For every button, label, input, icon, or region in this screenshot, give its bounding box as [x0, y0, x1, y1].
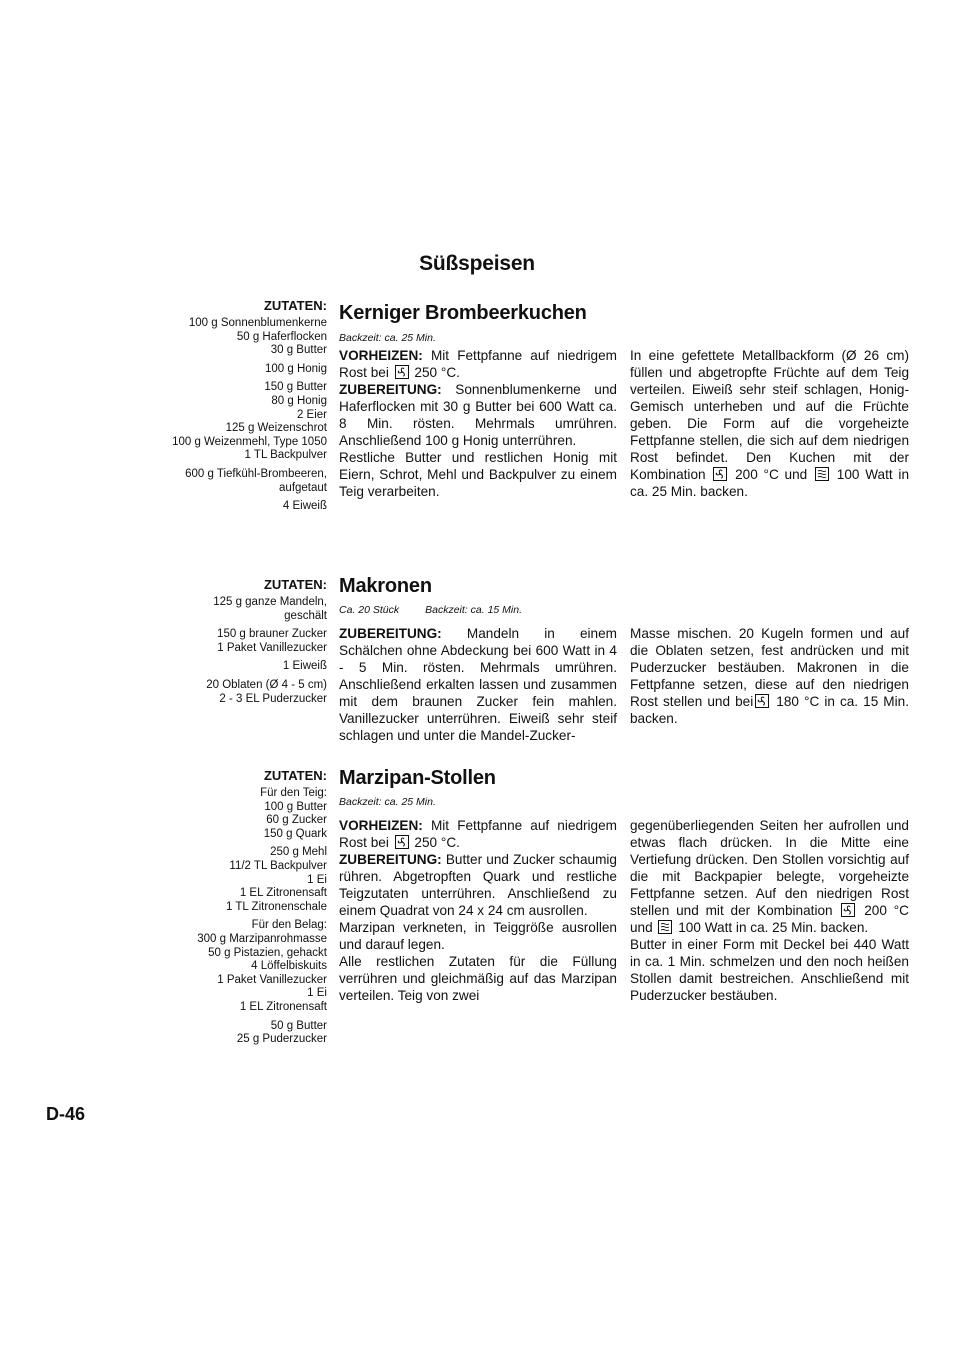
step-label: ZUBEREITUNG: [339, 626, 442, 641]
step-text: gegenüberliegenden Seiten her aufrollen und etwas flach drücken. In die Mitte eine Vertiefung drücken. Den Stollen vorsichtig auf die mit Backpapier belegte, vorgeheizte Fettpfanne setzen. Auf den niedrigen Rost stellen und mit der Kombination [630, 818, 909, 918]
instruction-paragraph [630, 347, 909, 500]
ingredient-item: 2 Eier [296, 408, 327, 421]
step-text: Sonnenblumenkerne und Haferflocken mit 30 g Butter bei 600 Watt ca. 8 Min. rösten. Mehrmals umrühren. Anschließend 100 g Honig unterrühren. [339, 382, 617, 448]
ingredients-list [130, 298, 327, 519]
recipe-meta [339, 332, 436, 344]
temperature-text: 250 °C. [410, 835, 460, 850]
ingredient-item: 30 g Butter [270, 344, 327, 357]
ingredient-item: 1 EL Zitronensaft [239, 1000, 327, 1013]
recipe-text-column-2 [630, 625, 909, 727]
ingredient-item: 150 g brauner Zucker [217, 628, 327, 641]
step-text: Masse mischen. 20 Kugeln formen und auf die Oblaten setzen, fest andrücken und mit Puderzucker bestäuben. Makronen in die Fettpfanne setzen, diese auf den niedrigen Rost stellen und bei [630, 626, 909, 709]
instruction-paragraph [339, 347, 617, 449]
step-text: Mandeln in einem Schälchen ohne Abdeckung bei 600 Watt in 4 - 5 Min. rösten. Mehrmals umrühren. Anschließend erkalten lassen und zusammen mit dem braunen Zucker fein mahlen. Vanillezucker unterrühren. Eiweiß sehr steif schlagen und unter die Mandel-Zucker- [339, 626, 617, 743]
ingredient-group [130, 596, 327, 623]
microwave-wave-icon [658, 920, 672, 934]
convection-fan-icon [841, 903, 855, 917]
ingredient-item: 20 Oblaten (Ø 4 - 5 cm) [206, 678, 327, 691]
ingredient-item: 80 g Honig [271, 394, 327, 407]
convection-fan-icon [755, 694, 769, 708]
ingredient-item: 1 EL Zitronensaft [239, 887, 327, 900]
instruction-paragraph [630, 817, 909, 936]
recipe-meta [339, 604, 522, 616]
ingredient-group [130, 846, 327, 914]
recipe-text-column-2 [630, 817, 909, 1004]
ingredient-group [130, 1020, 327, 1047]
ingredient-item: 11/2 TL Backpulver [229, 859, 327, 872]
instruction-paragraph: Marzipan verkneten, in Teiggröße ausrollen und darauf legen. [339, 920, 617, 952]
ingredient-item: 25 g Puderzucker [236, 1033, 327, 1046]
recipe-text-column-1 [339, 347, 617, 500]
bake-time: Backzeit: ca. 15 Min. [425, 604, 522, 616]
ingredient-group [130, 919, 327, 1014]
ingredient-item: 125 g Weizenschrot [225, 422, 327, 435]
ingredient-subheading: Für den Belag: [251, 919, 327, 932]
step-text: Mit Fettpfanne auf niedrigem Rost bei [339, 818, 617, 850]
ingredient-item: 600 g Tiefkühl-Brombeeren, [185, 467, 327, 480]
ingredient-item: 1 TL Backpulver [244, 449, 327, 462]
step-label: VORHEIZEN: [339, 348, 423, 363]
ingredients-list [130, 577, 327, 711]
recipe-text-column-1 [339, 817, 617, 1004]
ingredient-group [130, 317, 327, 358]
instruction-paragraph [630, 625, 909, 727]
ingredient-item: 250 g Mehl [270, 846, 327, 859]
step-label: ZUBEREITUNG: [339, 382, 442, 397]
ingredients-label: ZUTATEN: [263, 768, 327, 783]
ingredient-item: 1 TL Zitronenschale [225, 900, 327, 913]
ingredient-item: 50 g Haferflocken [236, 330, 327, 343]
step-text: 180 °C in ca. 15 Min. backen. [630, 694, 909, 726]
page-number: D-46 [46, 1104, 86, 1124]
step-text: 100 Watt in ca. 25 Min. backen. [630, 467, 909, 499]
ingredient-group [130, 468, 327, 495]
ingredient-item: 4 Löffelbiskuits [251, 960, 327, 973]
recipe-title: Kerniger Brombeerkuchen [339, 302, 587, 324]
ingredient-item: 1 Ei [307, 873, 327, 886]
microwave-wave-icon [815, 467, 829, 481]
page-title: Süßspeisen [419, 252, 535, 275]
instruction-paragraph: Restliche Butter und restlichen Honig mit Eiern, Schrot, Mehl und Backpulver zu einem Teig verarbeiten. [339, 450, 617, 499]
convection-fan-icon [395, 365, 409, 379]
step-text: 100 Watt in ca. 25 Min. backen. [674, 920, 869, 935]
recipe-text-column-1 [339, 625, 617, 744]
step-text: In eine gefettete Metallbackform (Ø 26 cm) füllen und abgetropfte Früchte auf dem Teig verteilen. Eiweiß sehr steif schlagen, Honig-Gemisch unterheben und auf die Früchte geben. Die Form auf die vorgeheizte Fettpfanne stellen, die sich auf dem niedrigen Rost befindet. Den Kuchen mit der Kombination [630, 348, 909, 482]
ingredient-item: aufgetaut [279, 481, 327, 494]
ingredient-item: 4 Eiweiß [282, 500, 327, 513]
ingredient-item: geschält [284, 609, 327, 622]
ingredient-item: 1 Eiweiß [282, 660, 327, 673]
temperature-text: 200 °C und [729, 467, 808, 482]
instruction-paragraph: Alle restlichen Zutaten für die Füllung verrühren und gleichmäßig auf das Marzipan verteilen. Teig von zwei [339, 954, 617, 1003]
ingredient-item: 1 Ei [307, 987, 327, 1000]
temperature-text: 250 °C. [410, 365, 460, 380]
ingredient-item: 1 Paket Vanillezucker [217, 973, 327, 986]
ingredient-item: 150 g Butter [264, 381, 327, 394]
bake-time: Backzeit: ca. 25 Min. [339, 332, 436, 344]
ingredient-item: 100 g Honig [264, 362, 327, 375]
ingredient-group [130, 628, 327, 655]
ingredient-group [130, 660, 327, 674]
ingredient-item: 300 g Marzipanrohmasse [197, 932, 327, 945]
ingredient-item: 100 g Sonnenblumenkerne [188, 317, 327, 329]
ingredient-item: 1 Paket Vanillezucker [217, 641, 327, 654]
ingredient-group [130, 363, 327, 377]
ingredient-item: 60 g Zucker [266, 814, 327, 827]
ingredient-group [130, 679, 327, 706]
ingredient-subheading: Für den Teig: [260, 787, 327, 799]
bake-time: Backzeit: ca. 25 Min. [339, 796, 436, 808]
ingredient-item: 125 g ganze Mandeln, [213, 596, 327, 608]
ingredient-group [130, 500, 327, 514]
ingredients-label: ZUTATEN: [263, 577, 327, 592]
ingredient-item: 150 g Quark [263, 827, 327, 840]
convection-fan-icon [395, 835, 409, 849]
step-text: Butter und Zucker schaumig rühren. Abgetropften Quark und restliche Teigzutaten unterrühren. Anschließend zu einem Quadrat von 24 x 24 cm ausrollen. [339, 852, 617, 918]
temperature-text: 200 °C und [630, 903, 909, 935]
ingredient-group [130, 381, 327, 463]
ingredient-item: 100 g Weizenmehl, Type 1050 [172, 435, 327, 448]
ingredients-list [130, 768, 327, 1052]
instruction-paragraph [339, 817, 617, 919]
ingredients-label: ZUTATEN: [263, 298, 327, 313]
recipe-text-column-2 [630, 347, 909, 500]
step-label: ZUBEREITUNG: [339, 852, 442, 867]
ingredient-item: 50 g Pistazien, gehackt [208, 946, 327, 959]
ingredient-group [130, 787, 327, 841]
step-text: Mit Fettpfanne auf niedrigem Rost bei [339, 348, 617, 380]
convection-fan-icon [713, 467, 727, 481]
ingredient-item: 2 - 3 EL Puderzucker [219, 692, 327, 705]
step-label: VORHEIZEN: [339, 818, 423, 833]
recipe-meta [339, 796, 436, 808]
ingredient-item: 50 g Butter [270, 1019, 327, 1032]
instruction-paragraph [339, 625, 617, 744]
instruction-paragraph: Butter in einer Form mit Deckel bei 440 Watt in ca. 1 Min. schmelzen und den noch heißen Stollen damit bestreichen. Anschließend mit Puderzucker bestäuben. [630, 937, 909, 1003]
portion-count: Ca. 20 Stück [339, 604, 400, 616]
recipe-title: Makronen [339, 575, 432, 597]
recipe-title: Marzipan-Stollen [339, 767, 496, 789]
ingredient-item: 100 g Butter [264, 800, 327, 813]
